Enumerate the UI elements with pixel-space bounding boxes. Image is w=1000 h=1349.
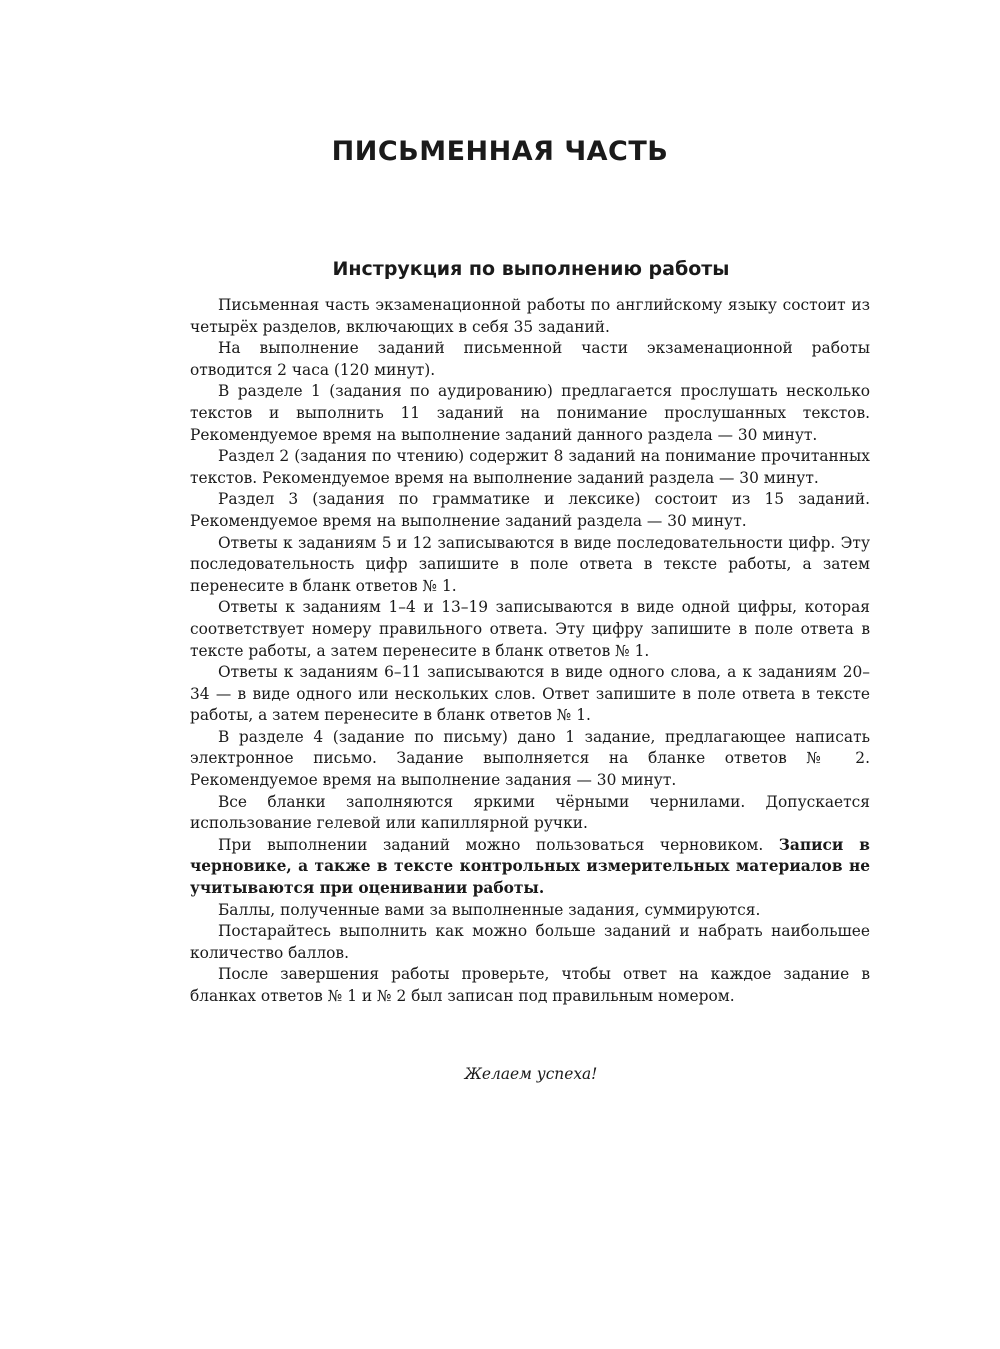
closing-wish: Желаем успеха! [464, 1065, 598, 1083]
paragraph: Раздел 2 (задания по чтению) содержит 8 заданий на понимание прочитанных текстов. Рекомендуемое время на выполнение заданий раздела — 30 минут. [190, 447, 870, 487]
paragraph: В разделе 1 (задания по аудированию) предлагается прослушать несколько текстов и выполнить 11 заданий на понимание прослушанных текстов. Рекомендуемое время на выполнение заданий данного раздела — 30 минут. [190, 382, 870, 444]
instructions-heading: Инструкция по выполнению работы [332, 258, 730, 280]
paragraph: Ответы к заданиям 5 и 12 записываются в виде последовательности цифр. Эту последовательность цифр запишите в поле ответа в тексте работы, а затем перенесите в бланк ответов № 1. [190, 533, 870, 595]
draft-note-bold: Записи в черновике, а также в тексте контрольных измерительных материалов не учитываются при оценивании работы. [190, 835, 871, 898]
paragraph: На выполнение заданий письменной части экзаменационной работы отводится 2 часа (120 минут). [190, 339, 870, 379]
paragraph: Баллы, полученные вами за выполненные задания, суммируются. [218, 900, 761, 919]
page-title: ПИСЬМЕННАЯ ЧАСТЬ [331, 136, 669, 167]
paragraph: Ответы к заданиям 1–4 и 13–19 записываются в виде одной цифры, которая соответствует номеру правильного ответа. Эту цифру запишите в поле ответа в тексте работы, а затем перенесите в бланк ответов № 1. [190, 598, 870, 660]
draft-note-text: При выполнении заданий можно пользоваться черновиком. [218, 835, 779, 854]
paragraph: Раздел 3 (задания по грамматике и лексике) состоит из 15 заданий. Рекомендуемое время на выполнение заданий раздела — 30 минут. [190, 490, 870, 530]
paragraph: Ответы к заданиям 6–11 записываются в виде одного слова, а к заданиям 20–34 — в виде одного или нескольких слов. Ответ запишите в поле ответа в тексте работы, а затем перенесите в бланк ответов № 1. [190, 663, 870, 725]
paragraph: Письменная часть экзаменационной работы по английскому языку состоит из четырёх разделов, включающих в себя 35 заданий. [190, 296, 870, 336]
paragraph: После завершения работы проверьте, чтобы ответ на каждое задание в бланках ответов № 1 и № 2 был записан под правильным номером. [190, 965, 870, 1005]
paragraph: В разделе 4 (задание по письму) дано 1 задание, предлагающее написать электронное письмо. Задание выполняется на бланке ответов № 2. Рекомендуемое время на выполнение задания — 30 минут. [190, 727, 870, 790]
instructions-body [190, 295, 870, 1008]
paragraph: Постарайтесь выполнить как можно больше заданий и набрать наибольшее количество баллов. [190, 922, 870, 962]
paragraph: Все бланки заполняются яркими чёрными чернилами. Допускается использование гелевой или капиллярной ручки. [190, 792, 870, 833]
draft-note-paragraph [190, 835, 870, 900]
